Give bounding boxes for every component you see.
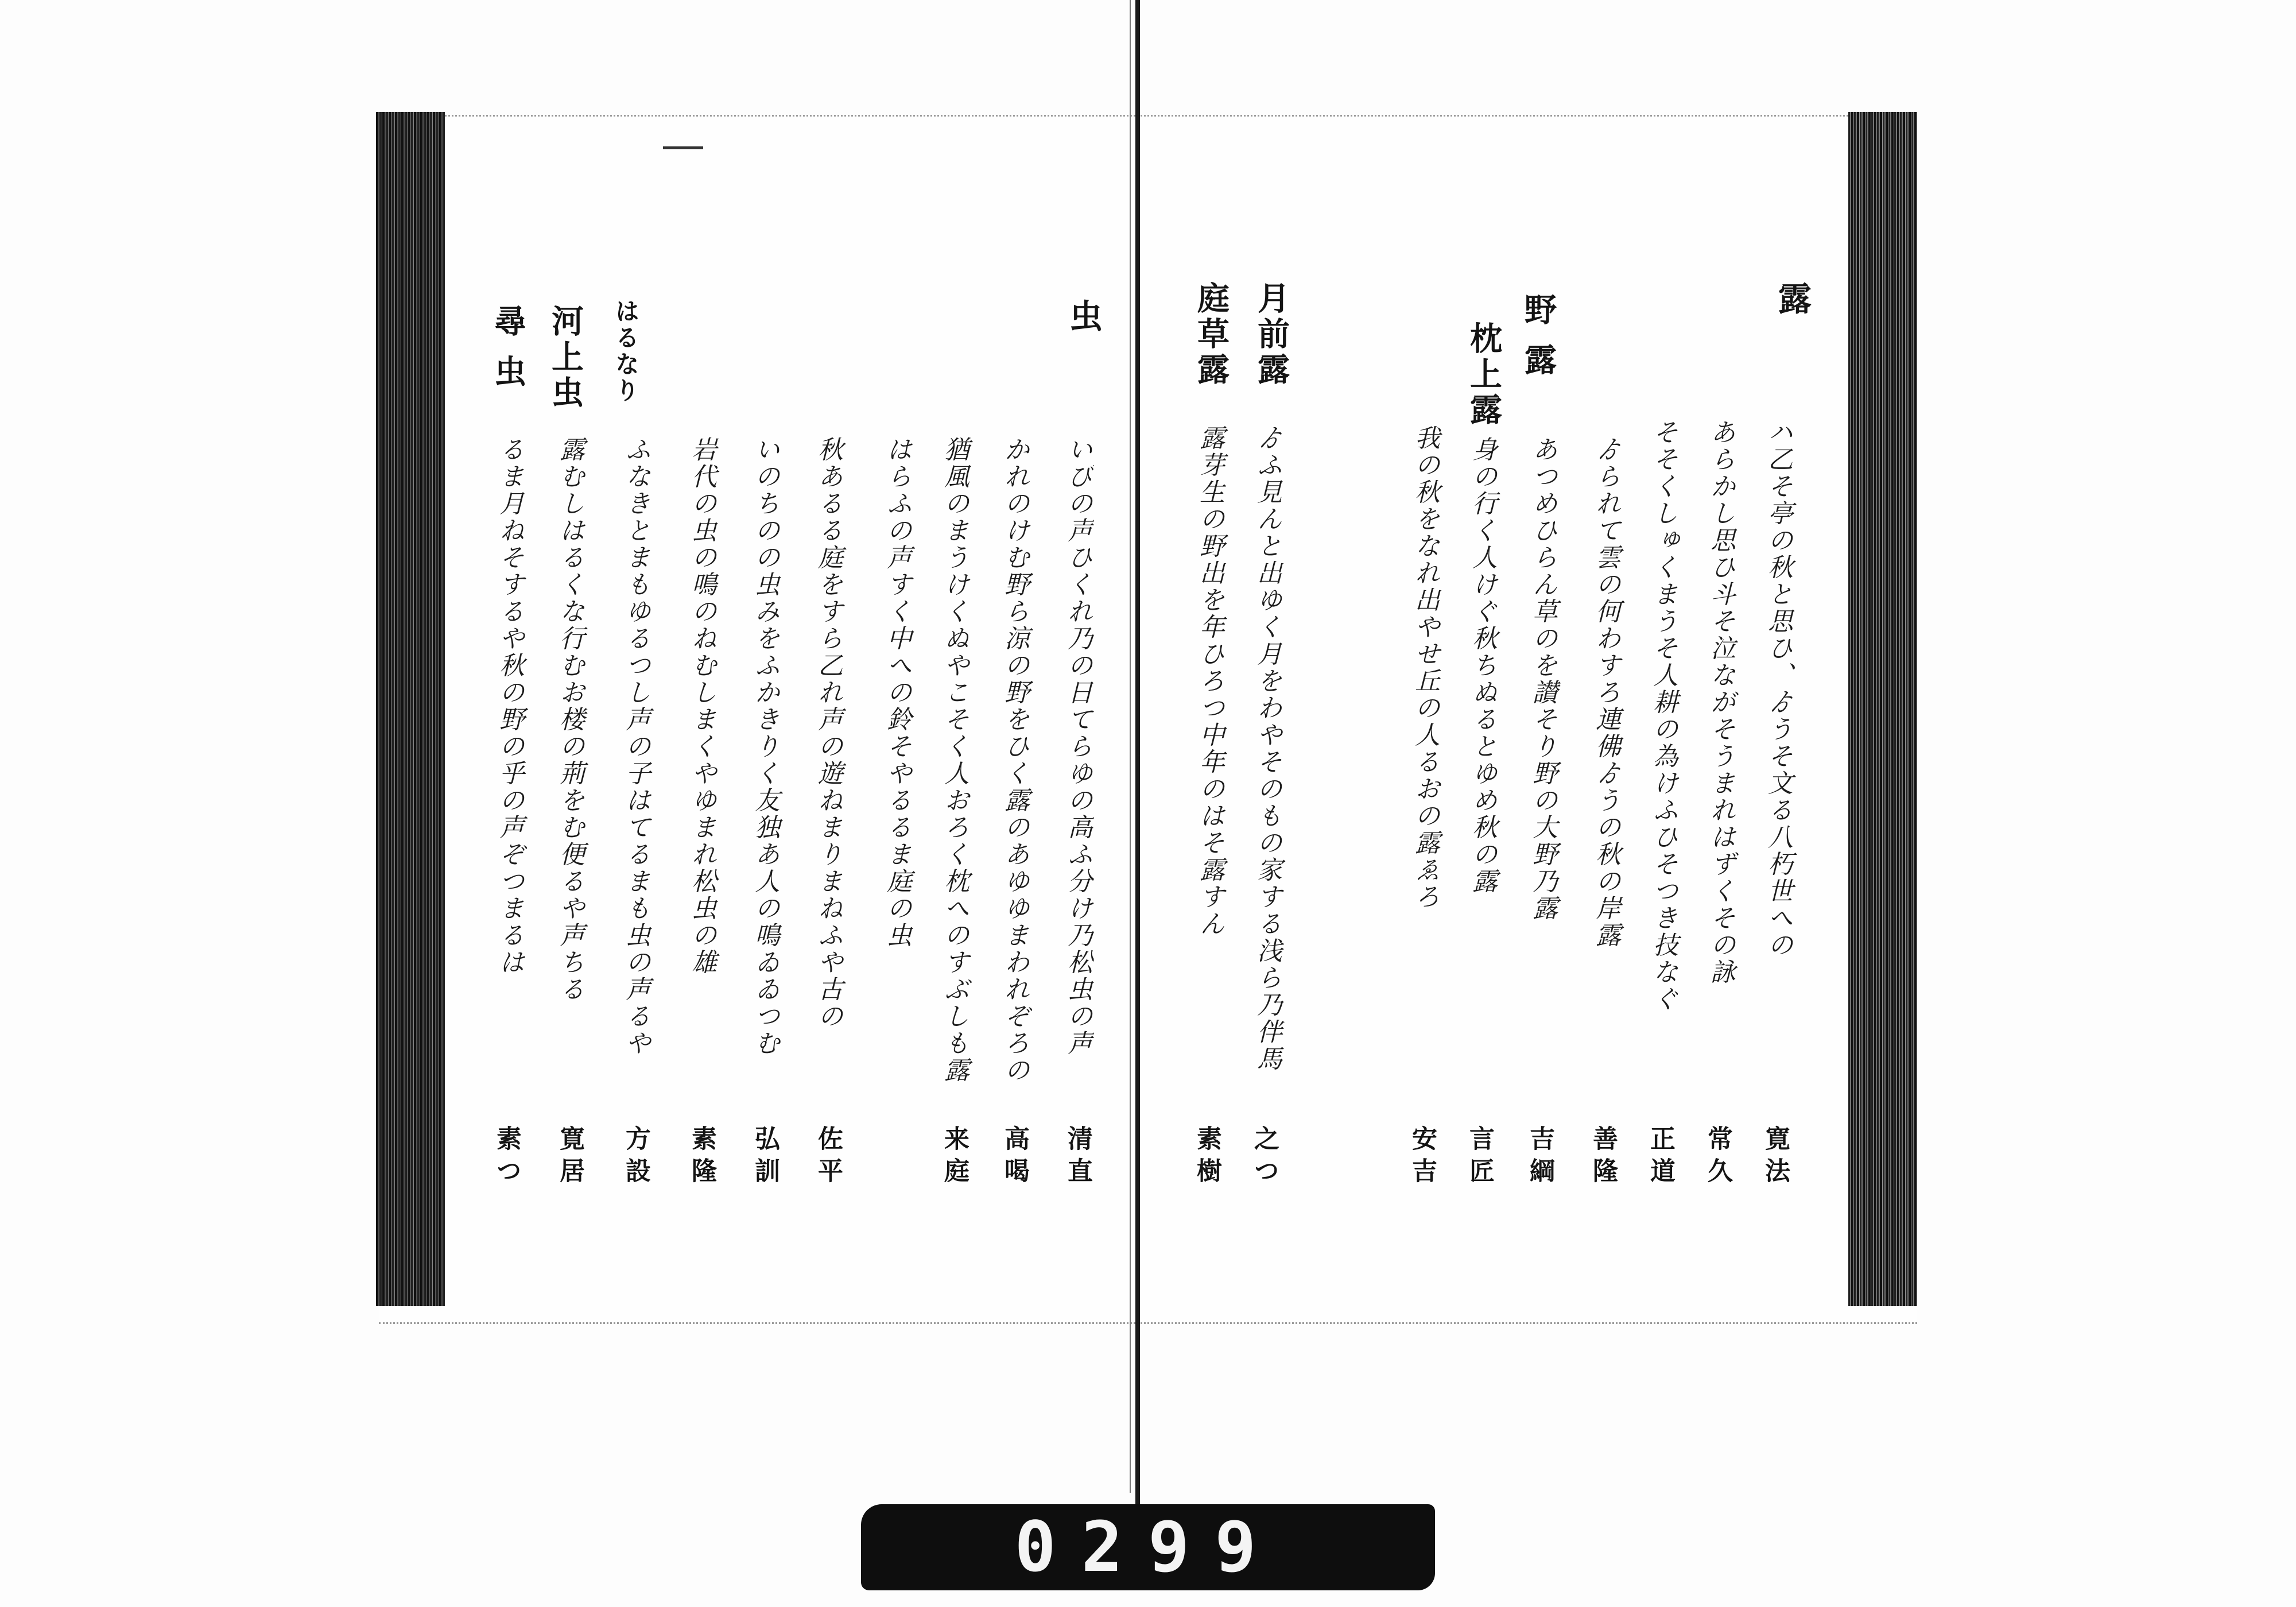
author-l1: 清直: [1063, 1125, 1092, 1190]
book-gutter: [1135, 0, 1140, 1504]
frame-number: 0299: [1014, 1507, 1282, 1587]
heading-l10: 尋 虫: [489, 304, 527, 390]
author-l2: 高喝: [1000, 1125, 1029, 1190]
poem-r3: そそくしゅくまうそ人耕の為けふひそつき技なぐ: [1649, 419, 1678, 1013]
left-page-edge: [376, 112, 445, 1306]
author-r2: 常久: [1703, 1125, 1732, 1190]
author-r7: 安吉: [1407, 1125, 1437, 1190]
heading-r9: 庭草露: [1192, 281, 1230, 388]
author-r5: 吉綱: [1525, 1125, 1554, 1190]
right-page-edge: [1848, 112, 1917, 1306]
heading-r6: 枕上露: [1465, 322, 1503, 428]
poem-l2: かれのけむ野ら涼の野をひく露のあゆゆまわれぞろの: [1000, 436, 1029, 1084]
author-r9: 素樹: [1192, 1125, 1221, 1190]
heading-r8: 月前露: [1252, 281, 1290, 388]
poem-l10: るま月ねそするや秋の野の乎の声ぞつまるは: [495, 436, 524, 976]
poem-r4: ゟられて雲の何わすろ連佛ゟうの秋の岸露: [1591, 436, 1620, 949]
poem-r9: 露芽生の野出を年ひろつ中年のはそ露すん: [1195, 425, 1224, 938]
page-mark: [663, 146, 703, 149]
author-l10: 素つ: [492, 1125, 521, 1190]
heading-l8: はるなり: [612, 299, 640, 404]
poem-l1: いびの声ひくれ乃の日てらゆの高ふ分け乃松虫の声: [1063, 436, 1092, 1057]
poem-l5: 秋あるる庭をすら乙れ声の遊ねまりまねふや古の: [813, 436, 843, 1030]
author-l6: 弘訓: [750, 1125, 779, 1190]
poem-l3: 猶風のまうけくぬやこそく人おろく枕へのすぶしも露: [940, 436, 969, 1084]
poem-l6: いのちのの虫みをふかきりく友独あ人の鳴ゐゐつむ: [750, 436, 779, 1057]
gutter-shadow: [1130, 0, 1131, 1493]
poem-r2: あらかし思ひ斗そ泣ながそうまれはずくその詠: [1706, 419, 1735, 986]
poem-r8: ゟふ見んと出ゆく月をわやそのもの家する浅ら乃伴馬: [1252, 425, 1282, 1072]
author-l7: 素隆: [687, 1125, 716, 1190]
poem-l4: はらふの声すく中への鈴そやるるま庭の虫: [882, 436, 912, 949]
author-l9: 寛居: [555, 1125, 584, 1190]
heading-r5: 野 露: [1519, 293, 1557, 379]
poem-l9: 露むしはるくな行むお楼の荊をむ便るや声ちる: [555, 436, 584, 1003]
book-pages: [379, 115, 1917, 1324]
poem-r7: 我の秋をなれ出やせ丘の人るおの露ゑろ: [1410, 425, 1440, 911]
author-l8: 方設: [621, 1125, 650, 1190]
author-r1: 寛法: [1760, 1125, 1790, 1190]
poem-r6: 身の行く人けぐ秋ちぬるとゆめ秋の露: [1468, 436, 1497, 895]
author-r8: 之つ: [1250, 1125, 1279, 1190]
frame-counter: [861, 1504, 1435, 1590]
right-page-title: 露: [1773, 281, 1812, 319]
poem-r1: ハ乙そ亭の秋と思ひ、ゟうそ文る八朽世への: [1763, 419, 1793, 959]
poem-r5: あつめひらん草のを讃そり野の大野乃露: [1528, 436, 1557, 922]
author-l3: 来庭: [940, 1125, 969, 1190]
author-r6: 言匠: [1465, 1125, 1494, 1190]
poem-l8: ふなきとまもゆるつし声の子はてるまも虫の声るや: [621, 436, 650, 1057]
heading-l9: 河上虫: [546, 304, 584, 411]
poem-l7: 岩代の虫の鳴のねむしまくやゆまれ松虫の雄: [687, 436, 716, 976]
author-r3: 正道: [1646, 1125, 1675, 1190]
author-r4: 善隆: [1588, 1125, 1618, 1190]
author-l5: 佐平: [813, 1125, 843, 1190]
left-page-title: 虫: [1064, 299, 1103, 336]
